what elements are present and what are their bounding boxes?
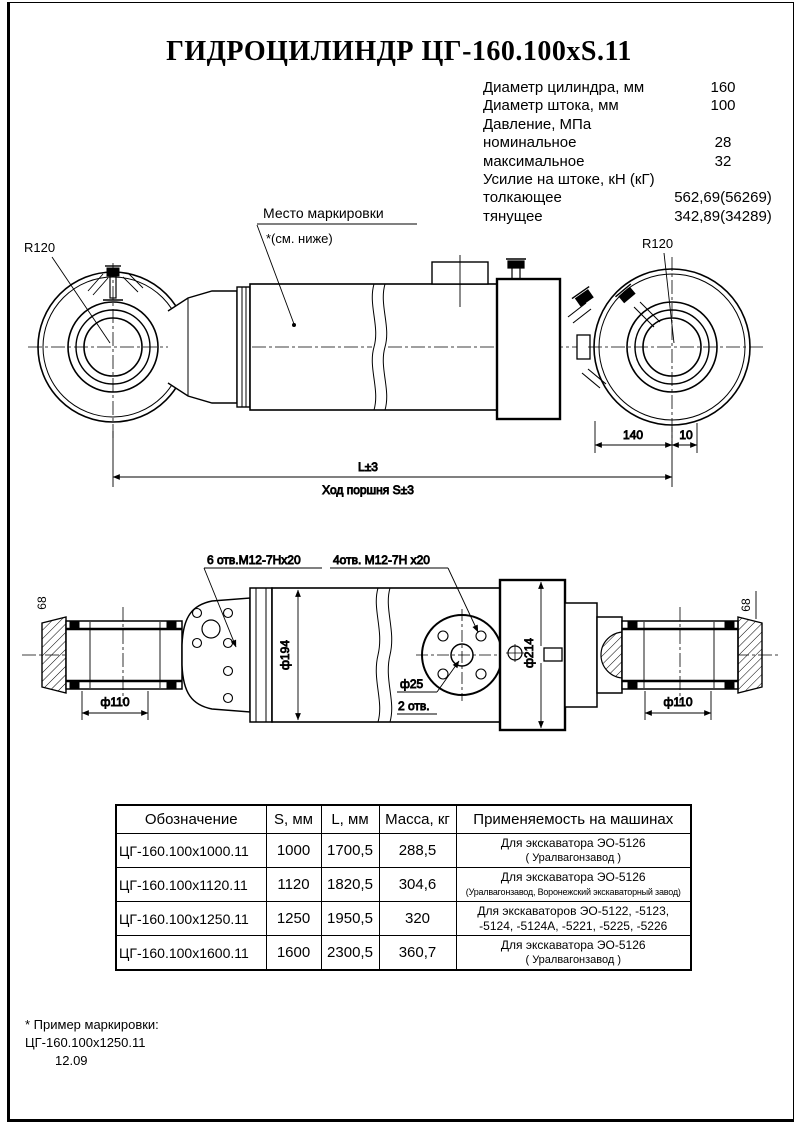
spec-label: Диаметр штока, мм (483, 97, 619, 115)
page-title: ГИДРОЦИЛИНДР ЦГ-160.100xS.11 (166, 36, 632, 67)
table-row (116, 936, 691, 971)
cell-l: 1950,5 (321, 902, 379, 936)
table-row (116, 868, 691, 902)
cell-application (456, 936, 691, 971)
spec-value (655, 116, 791, 134)
note-line2: ЦГ-160.100x1250.11 (25, 1035, 146, 1050)
holes2-label: 2 отв. (398, 699, 430, 713)
spec-label: Усилие на штоке, кН (кГ) (483, 171, 655, 189)
dim-d214-label: ф214 (522, 638, 536, 668)
cylinder-head (497, 279, 560, 419)
variants-table (115, 804, 692, 971)
cell-designation: ЦГ-160.100x1000.11 (116, 834, 266, 868)
rod-and-barrel (168, 255, 606, 419)
cell-l: 1700,5 (321, 834, 379, 868)
spec-value: 32 (714, 152, 732, 170)
spec-row (483, 97, 791, 115)
dim-d110-left-label: ф110 (100, 695, 130, 709)
application-line1: Для экскаватора ЭО-5126 (500, 870, 646, 884)
spec-row (483, 153, 791, 171)
pin-assembly-right (601, 607, 762, 703)
cell-s: 1250 (266, 902, 321, 936)
cell-s: 1600 (266, 936, 321, 971)
pin-assembly-left (42, 607, 182, 703)
dim-10-label: 10 (679, 428, 693, 442)
dim-r120-left-label: R120 (24, 240, 56, 255)
dim-l-label: L±3 (358, 460, 378, 474)
dim-140-label: 140 (622, 428, 644, 442)
table-row (116, 902, 691, 936)
table-header-row (116, 805, 691, 834)
application-line1: Для экскаватора ЭО-5126 (500, 938, 646, 952)
spec-value: 100 (710, 97, 736, 115)
spec-value (655, 171, 791, 189)
holes6-label: 6 отв.M12-7Hx20 (207, 553, 301, 567)
col-header-s: S, мм (266, 805, 321, 834)
dim-stroke-label: Ход поршня S±3 (322, 483, 414, 497)
spec-label: Диаметр цилиндра, мм (483, 79, 645, 96)
spec-row (483, 116, 791, 134)
cell-mass: 304,6 (379, 868, 456, 902)
cell-s: 1120 (266, 868, 321, 902)
dim-overall-length (113, 431, 672, 497)
spec-label: максимальное (483, 152, 585, 170)
dim-d110-right-label: ф110 (663, 695, 693, 709)
note-line3: 12.09 (55, 1053, 88, 1068)
spec-value: 562,69(56269) (674, 189, 772, 207)
cell-mass: 360,7 (379, 936, 456, 971)
grease-fitting-icon (88, 266, 143, 300)
spec-value: 28 (714, 134, 732, 152)
spec-value: 342,89(34289) (674, 207, 772, 225)
spec-value: 160 (710, 79, 736, 96)
cell-designation: ЦГ-160.100x1250.11 (116, 902, 266, 936)
rear-eye-right (588, 257, 766, 445)
col-header-application: Применяемость на машинах (456, 805, 691, 834)
marking-example-note (25, 1016, 159, 1070)
spec-row (483, 171, 791, 189)
cell-application (456, 902, 691, 936)
cell-s: 1000 (266, 834, 321, 868)
col-header-l: L, мм (321, 805, 379, 834)
col-header-designation: Обозначение (116, 805, 266, 834)
col-header-mass: Масса, кг (379, 805, 456, 834)
dim-68-right-label: 68 (739, 598, 753, 612)
grease-fitting-icon (506, 259, 526, 279)
cylinder-side-view (0, 195, 798, 510)
cell-mass: 288,5 (379, 834, 456, 868)
marking-note: *(см. ниже) (266, 231, 333, 246)
application-line2: -5124, -5124А, -5221, -5225, -5226 (479, 919, 668, 933)
dim-r120-right-label: R120 (642, 236, 674, 251)
spec-label: толкающее (483, 189, 562, 207)
spec-row (483, 134, 791, 152)
dim-d110-right (645, 691, 711, 720)
cell-designation: ЦГ-160.100x1600.11 (116, 936, 266, 971)
cell-application (456, 868, 691, 902)
cell-application (456, 834, 691, 868)
radius-callout-left (24, 240, 110, 343)
dim-d194-label: ф194 (278, 640, 292, 670)
gland-bracket (182, 588, 272, 722)
dim-d110-left (82, 691, 148, 720)
dim-d25-label: ф25 (400, 677, 424, 691)
dim-140-10 (595, 421, 697, 453)
radius-callout-right (642, 236, 674, 343)
application-line1: Для экскаватора ЭО-5126 (500, 836, 646, 850)
cell-designation: ЦГ-160.100x1120.11 (116, 868, 266, 902)
cell-mass: 320 (379, 902, 456, 936)
application-line2: (Уралвагонзавод, Воронежский экскаваторный завод) (465, 887, 681, 897)
table-row (116, 834, 691, 868)
spec-label: номинальное (483, 134, 577, 152)
note-line1: * Пример маркировки: (25, 1017, 159, 1032)
dim-68-left-label: 68 (35, 596, 49, 610)
marking-label: Место маркировки (263, 205, 384, 221)
cylinder-section-view (0, 545, 798, 780)
application-line2: ( Уралвагонзавод ) (525, 954, 622, 966)
cell-l: 1820,5 (321, 868, 379, 902)
spec-row (483, 79, 791, 97)
spec-label: тянущее (483, 207, 543, 225)
cell-l: 2300,5 (321, 936, 379, 971)
application-line2: ( Уралвагонзавод ) (525, 852, 622, 864)
head-fittings (568, 287, 606, 388)
application-line1: Для экскаваторов ЭО-5122, -5123, (477, 904, 670, 918)
spec-label: Давление, МПа (483, 115, 592, 133)
holes4-label: 4отв. M12-7H x20 (333, 553, 430, 567)
